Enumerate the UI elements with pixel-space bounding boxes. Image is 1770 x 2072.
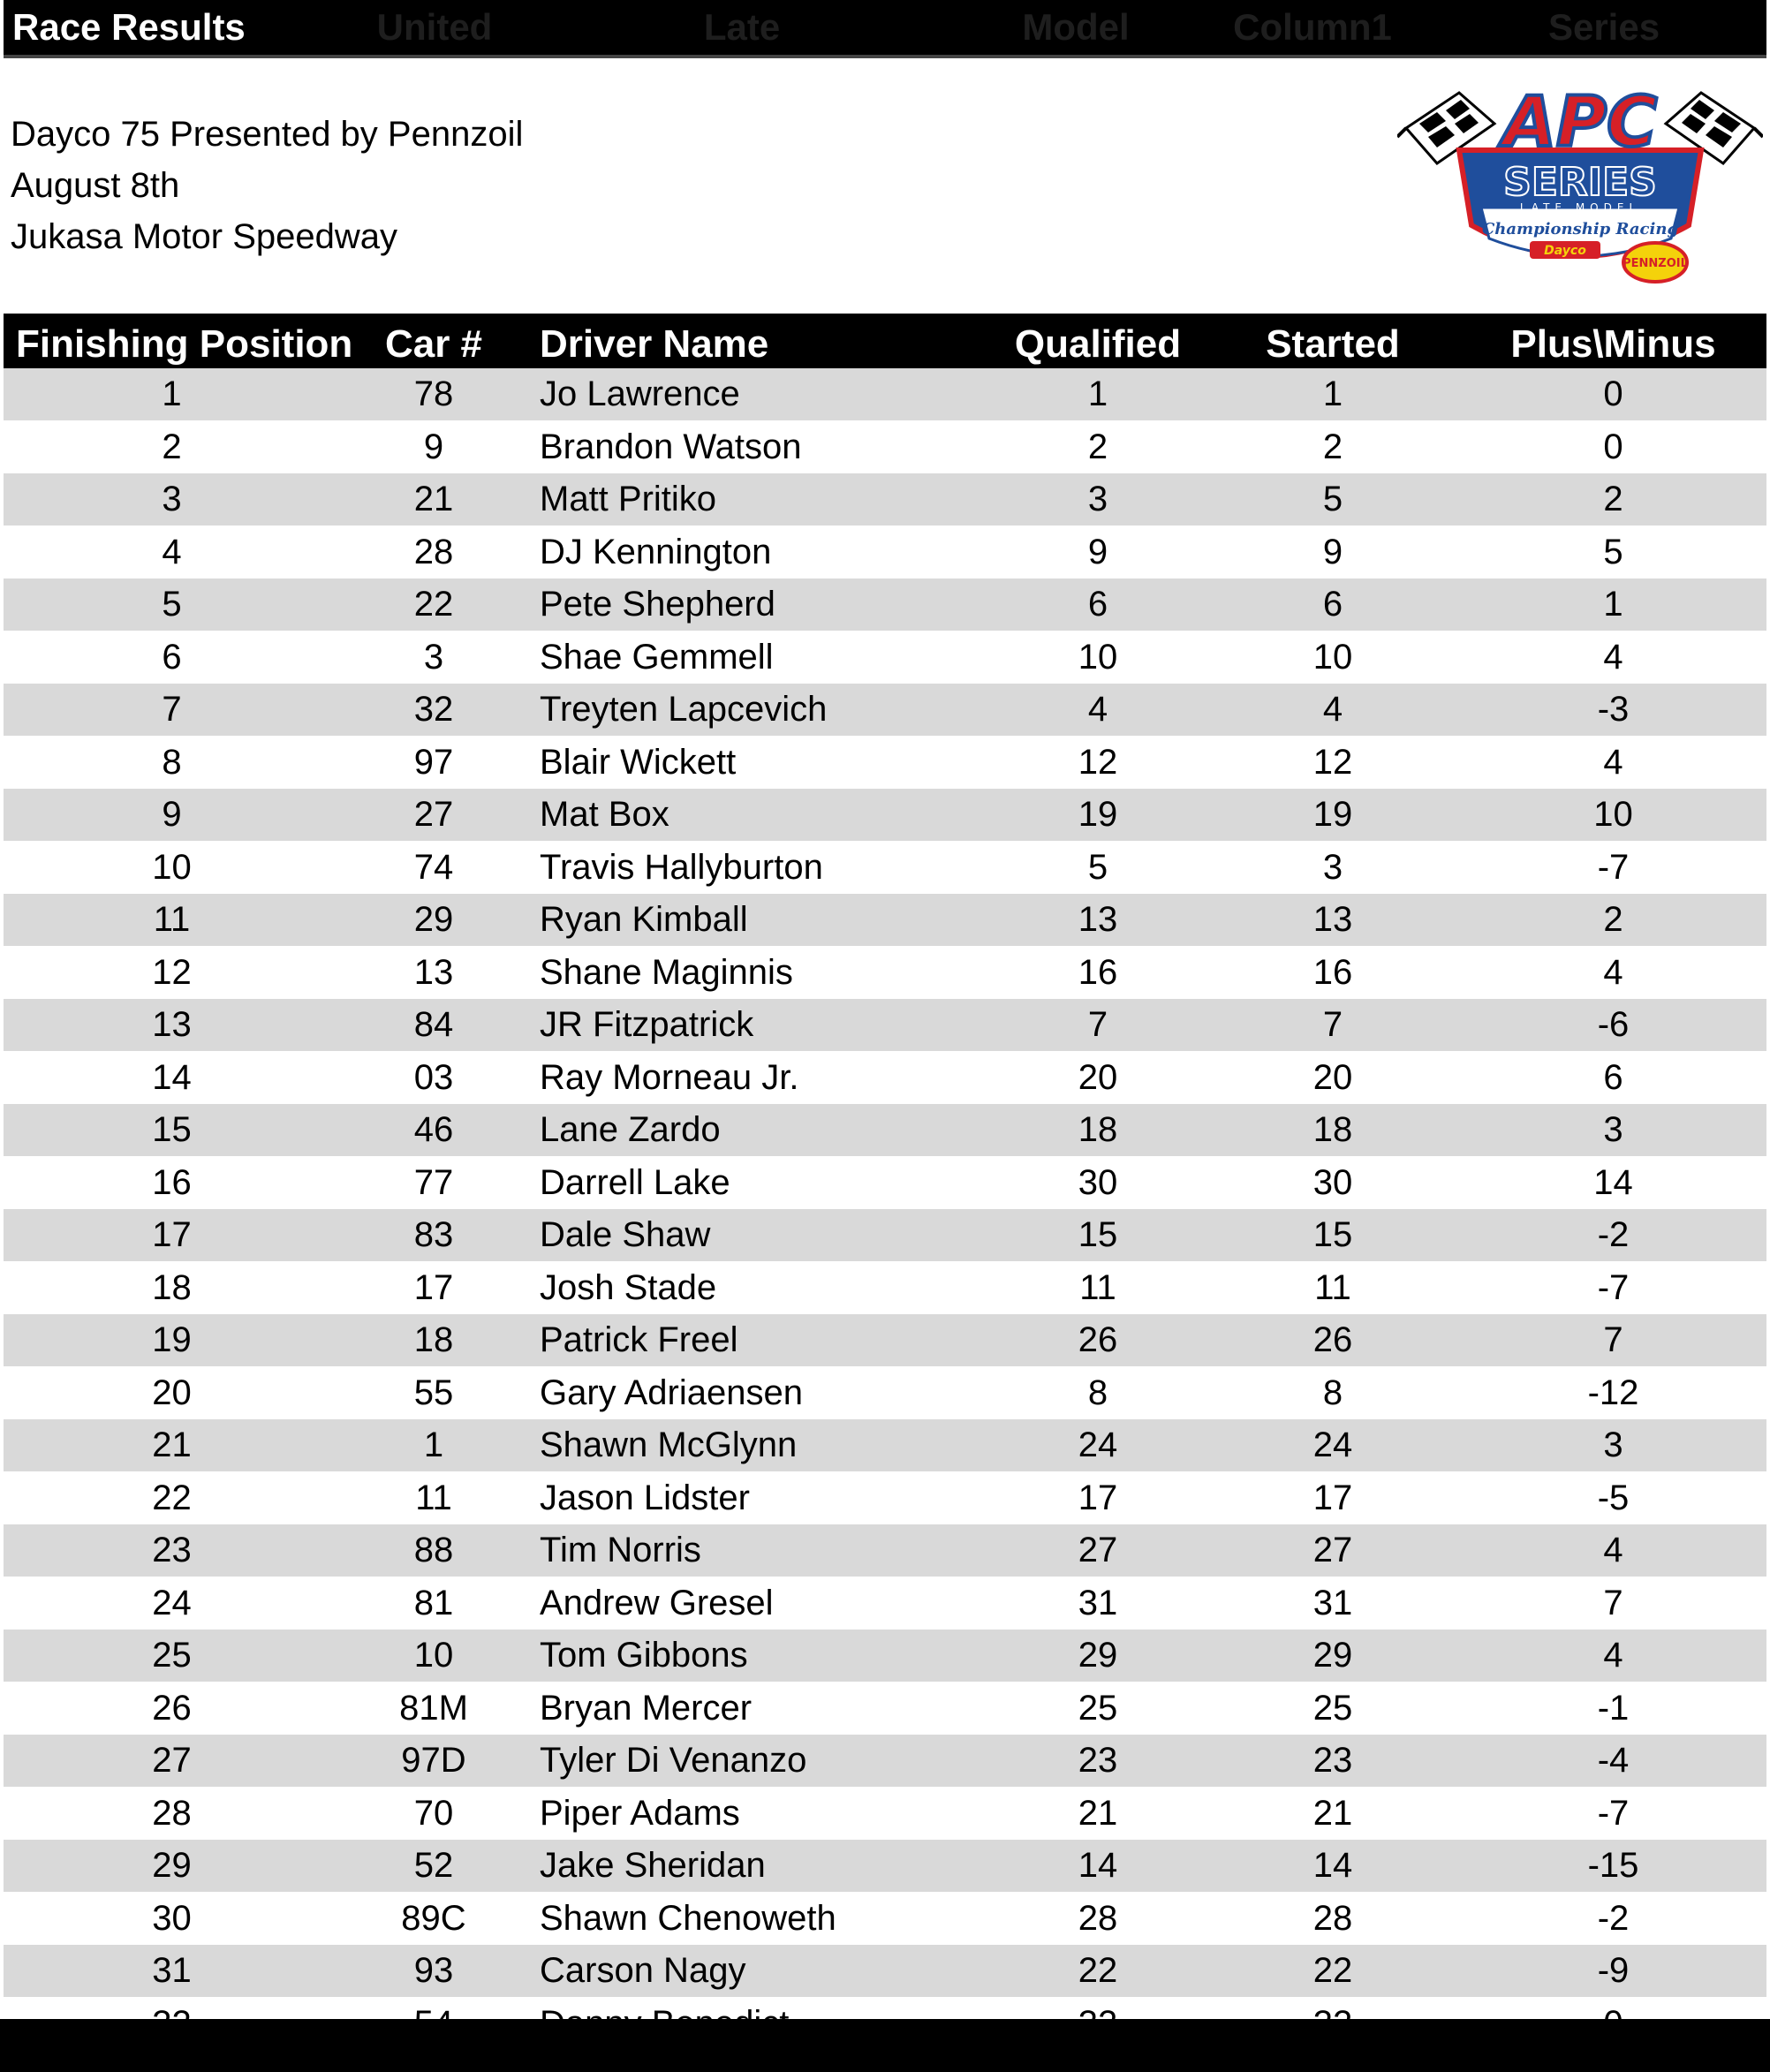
- started-cell: 21: [1206, 1787, 1460, 1840]
- table-row: [4, 368, 1766, 420]
- plus-minus-cell: -6: [1460, 999, 1766, 1052]
- finishing-position-cell: 5: [4, 578, 340, 631]
- header-driver-name[interactable]: Driver Name: [527, 314, 990, 368]
- qualified-cell: 27: [990, 1524, 1206, 1577]
- finishing-position-cell: 1: [4, 368, 340, 420]
- footer-bar: [0, 2019, 1770, 2072]
- qualified-cell: 24: [990, 1419, 1206, 1472]
- plus-minus-cell: -2: [1460, 1892, 1766, 1945]
- car-number-cell: 97D: [340, 1735, 527, 1788]
- apc-series-logo: [1397, 75, 1763, 296]
- car-number-cell: 17: [340, 1261, 527, 1314]
- qualified-cell: 17: [990, 1471, 1206, 1524]
- driver-name-cell: Ray Morneau Jr.: [527, 1051, 990, 1104]
- started-cell: 6: [1206, 578, 1460, 631]
- car-number-cell: 3: [340, 631, 527, 684]
- started-cell: 2: [1206, 420, 1460, 473]
- started-cell: 3: [1206, 841, 1460, 894]
- table-row: [4, 1892, 1766, 1945]
- logo-apc-text: APC: [1502, 83, 1658, 163]
- plus-minus-cell: -7: [1460, 1787, 1766, 1840]
- car-number-cell: 28: [340, 526, 527, 578]
- header-finishing-position[interactable]: Finishing Position: [4, 314, 340, 368]
- finishing-position-cell: 15: [4, 1104, 340, 1157]
- driver-name-cell: Shae Gemmell: [527, 631, 990, 684]
- plus-minus-cell: -1: [1460, 1682, 1766, 1735]
- qualified-cell: 11: [990, 1261, 1206, 1314]
- car-number-cell: 88: [340, 1524, 527, 1577]
- car-number-cell: 9: [340, 420, 527, 473]
- plus-minus-cell: 2: [1460, 473, 1766, 526]
- started-cell: 14: [1206, 1840, 1460, 1893]
- header-qualified[interactable]: Qualified: [990, 314, 1206, 368]
- car-number-cell: 77: [340, 1156, 527, 1209]
- ghost-header-series: Series: [1547, 6, 1660, 48]
- started-cell: 27: [1206, 1524, 1460, 1577]
- finishing-position-cell: 22: [4, 1471, 340, 1524]
- qualified-cell: 10: [990, 631, 1206, 684]
- plus-minus-cell: 1: [1460, 578, 1766, 631]
- started-cell: 25: [1206, 1682, 1460, 1735]
- car-number-cell: 74: [340, 841, 527, 894]
- qualified-cell: 19: [990, 789, 1206, 842]
- car-number-cell: 32: [340, 684, 527, 737]
- finishing-position-cell: 24: [4, 1577, 340, 1630]
- table-row: [4, 1577, 1766, 1630]
- car-number-cell: 46: [340, 1104, 527, 1157]
- driver-name-cell: Jason Lidster: [527, 1471, 990, 1524]
- started-cell: 24: [1206, 1419, 1460, 1472]
- finishing-position-cell: 26: [4, 1682, 340, 1735]
- finishing-position-cell: 17: [4, 1209, 340, 1262]
- qualified-cell: 16: [990, 946, 1206, 999]
- plus-minus-cell: 3: [1460, 1419, 1766, 1472]
- qualified-cell: 31: [990, 1577, 1206, 1630]
- table-row: [4, 1104, 1766, 1157]
- table-row: [4, 1209, 1766, 1262]
- qualified-cell: 20: [990, 1051, 1206, 1104]
- car-number-cell: 55: [340, 1366, 527, 1419]
- finishing-position-cell: 18: [4, 1261, 340, 1314]
- finishing-position-cell: 23: [4, 1524, 340, 1577]
- qualified-cell: 29: [990, 1630, 1206, 1683]
- driver-name-cell: Tom Gibbons: [527, 1630, 990, 1683]
- table-row: [4, 1682, 1766, 1735]
- driver-name-cell: Josh Stade: [527, 1261, 990, 1314]
- results-body: [4, 368, 1766, 2050]
- started-cell: 28: [1206, 1892, 1460, 1945]
- finishing-position-cell: 19: [4, 1314, 340, 1367]
- finishing-position-cell: 4: [4, 526, 340, 578]
- finishing-position-cell: 21: [4, 1419, 340, 1472]
- driver-name-cell: Lane Zardo: [527, 1104, 990, 1157]
- page-title: Race Results: [12, 6, 246, 48]
- car-number-cell: 83: [340, 1209, 527, 1262]
- table-row: [4, 1524, 1766, 1577]
- finishing-position-cell: 9: [4, 789, 340, 842]
- driver-name-cell: Jo Lawrence: [527, 368, 990, 420]
- qualified-cell: 15: [990, 1209, 1206, 1262]
- finishing-position-cell: 29: [4, 1840, 340, 1893]
- driver-name-cell: Ryan Kimball: [527, 894, 990, 947]
- results-table: [4, 314, 1766, 2050]
- driver-name-cell: Pete Shepherd: [527, 578, 990, 631]
- finishing-position-cell: 11: [4, 894, 340, 947]
- started-cell: 11: [1206, 1261, 1460, 1314]
- started-cell: 23: [1206, 1735, 1460, 1788]
- table-header-row: [4, 314, 1766, 368]
- finishing-position-cell: 8: [4, 736, 340, 789]
- finishing-position-cell: 28: [4, 1787, 340, 1840]
- logo-sponsor-pennzoil: PENNZOIL: [1622, 257, 1688, 270]
- table-row: [4, 1419, 1766, 1472]
- plus-minus-cell: -12: [1460, 1366, 1766, 1419]
- started-cell: 13: [1206, 894, 1460, 947]
- table-row: [4, 684, 1766, 737]
- qualified-cell: 18: [990, 1104, 1206, 1157]
- driver-name-cell: Shawn Chenoweth: [527, 1892, 990, 1945]
- table-row: [4, 999, 1766, 1052]
- table-row: [4, 1735, 1766, 1788]
- plus-minus-cell: -9: [1460, 1945, 1766, 1998]
- table-row: [4, 420, 1766, 473]
- qualified-cell: 7: [990, 999, 1206, 1052]
- ghost-header-united: United: [376, 6, 493, 48]
- started-cell: 19: [1206, 789, 1460, 842]
- qualified-cell: 14: [990, 1840, 1206, 1893]
- plus-minus-cell: -2: [1460, 1209, 1766, 1262]
- finishing-position-cell: 30: [4, 1892, 340, 1945]
- driver-name-cell: Andrew Gresel: [527, 1577, 990, 1630]
- event-date: August 8th: [11, 166, 180, 205]
- driver-name-cell: Mat Box: [527, 789, 990, 842]
- finishing-position-cell: 12: [4, 946, 340, 999]
- car-number-cell: 52: [340, 1840, 527, 1893]
- finishing-position-cell: 10: [4, 841, 340, 894]
- car-number-cell: 81: [340, 1577, 527, 1630]
- finishing-position-cell: 31: [4, 1945, 340, 1998]
- driver-name-cell: Darrell Lake: [527, 1156, 990, 1209]
- table-row: [4, 1314, 1766, 1367]
- plus-minus-cell: -4: [1460, 1735, 1766, 1788]
- finishing-position-cell: 20: [4, 1366, 340, 1419]
- qualified-cell: 25: [990, 1682, 1206, 1735]
- driver-name-cell: Gary Adriaensen: [527, 1366, 990, 1419]
- started-cell: 10: [1206, 631, 1460, 684]
- plus-minus-cell: -3: [1460, 684, 1766, 737]
- table-row: [4, 1051, 1766, 1104]
- event-name: Dayco 75 Presented by Pennzoil: [11, 115, 524, 154]
- qualified-cell: 2: [990, 420, 1206, 473]
- finishing-position-cell: 2: [4, 420, 340, 473]
- title-bar: [4, 0, 1766, 58]
- table-row: [4, 473, 1766, 526]
- plus-minus-cell: 10: [1460, 789, 1766, 842]
- qualified-cell: 5: [990, 841, 1206, 894]
- table-row: [4, 894, 1766, 947]
- table-row: [4, 1840, 1766, 1893]
- plus-minus-cell: 14: [1460, 1156, 1766, 1209]
- qualified-cell: 8: [990, 1366, 1206, 1419]
- car-number-cell: 22: [340, 578, 527, 631]
- started-cell: 16: [1206, 946, 1460, 999]
- car-number-cell: 03: [340, 1051, 527, 1104]
- car-number-cell: 21: [340, 473, 527, 526]
- driver-name-cell: Treyten Lapcevich: [527, 684, 990, 737]
- driver-name-cell: Tim Norris: [527, 1524, 990, 1577]
- logo-series-text: SERIES: [1503, 160, 1657, 205]
- finishing-position-cell: 13: [4, 999, 340, 1052]
- finishing-position-cell: 14: [4, 1051, 340, 1104]
- qualified-cell: 23: [990, 1735, 1206, 1788]
- driver-name-cell: Matt Pritiko: [527, 473, 990, 526]
- started-cell: 15: [1206, 1209, 1460, 1262]
- started-cell: 7: [1206, 999, 1460, 1052]
- car-number-cell: 70: [340, 1787, 527, 1840]
- table-row: [4, 1945, 1766, 1998]
- finishing-position-cell: 3: [4, 473, 340, 526]
- car-number-cell: 84: [340, 999, 527, 1052]
- qualified-cell: 3: [990, 473, 1206, 526]
- ghost-header-column1: Column1: [1233, 6, 1392, 48]
- event-info: [11, 109, 523, 262]
- car-number-cell: 13: [340, 946, 527, 999]
- header-plus-minus[interactable]: Plus\Minus: [1460, 314, 1766, 368]
- plus-minus-cell: -7: [1460, 1261, 1766, 1314]
- car-number-cell: 11: [340, 1471, 527, 1524]
- started-cell: 20: [1206, 1051, 1460, 1104]
- header-car-number[interactable]: Car #: [340, 314, 527, 368]
- started-cell: 18: [1206, 1104, 1460, 1157]
- car-number-cell: 29: [340, 894, 527, 947]
- car-number-cell: 93: [340, 1945, 527, 1998]
- finishing-position-cell: 27: [4, 1735, 340, 1788]
- finishing-position-cell: 7: [4, 684, 340, 737]
- car-number-cell: 89C: [340, 1892, 527, 1945]
- driver-name-cell: Brandon Watson: [527, 420, 990, 473]
- started-cell: 26: [1206, 1314, 1460, 1367]
- driver-name-cell: JR Fitzpatrick: [527, 999, 990, 1052]
- qualified-cell: 4: [990, 684, 1206, 737]
- driver-name-cell: Shawn McGlynn: [527, 1419, 990, 1472]
- plus-minus-cell: 3: [1460, 1104, 1766, 1157]
- table-row: [4, 841, 1766, 894]
- car-number-cell: 1: [340, 1419, 527, 1472]
- car-number-cell: 10: [340, 1630, 527, 1683]
- car-number-cell: 18: [340, 1314, 527, 1367]
- finishing-position-cell: 16: [4, 1156, 340, 1209]
- driver-name-cell: Dale Shaw: [527, 1209, 990, 1262]
- driver-name-cell: DJ Kennington: [527, 526, 990, 578]
- started-cell: 5: [1206, 473, 1460, 526]
- started-cell: 1: [1206, 368, 1460, 420]
- qualified-cell: 6: [990, 578, 1206, 631]
- started-cell: 17: [1206, 1471, 1460, 1524]
- ghost-header-late: Late: [703, 6, 781, 48]
- table-row: [4, 526, 1766, 578]
- plus-minus-cell: 2: [1460, 894, 1766, 947]
- qualified-cell: 21: [990, 1787, 1206, 1840]
- plus-minus-cell: 6: [1460, 1051, 1766, 1104]
- driver-name-cell: Tyler Di Venanzo: [527, 1735, 990, 1788]
- plus-minus-cell: -7: [1460, 841, 1766, 894]
- header-started[interactable]: Started: [1206, 314, 1460, 368]
- driver-name-cell: Piper Adams: [527, 1787, 990, 1840]
- started-cell: 31: [1206, 1577, 1460, 1630]
- finishing-position-cell: 25: [4, 1630, 340, 1683]
- plus-minus-cell: 4: [1460, 1630, 1766, 1683]
- plus-minus-cell: 7: [1460, 1577, 1766, 1630]
- started-cell: 8: [1206, 1366, 1460, 1419]
- qualified-cell: 26: [990, 1314, 1206, 1367]
- started-cell: 4: [1206, 684, 1460, 737]
- driver-name-cell: Bryan Mercer: [527, 1682, 990, 1735]
- table-row: [4, 631, 1766, 684]
- table-row: [4, 1366, 1766, 1419]
- driver-name-cell: Jake Sheridan: [527, 1840, 990, 1893]
- table-row: [4, 946, 1766, 999]
- plus-minus-cell: 4: [1460, 946, 1766, 999]
- plus-minus-cell: 4: [1460, 1524, 1766, 1577]
- logo-sponsor-dayco: Dayco: [1544, 244, 1586, 258]
- car-number-cell: 97: [340, 736, 527, 789]
- plus-minus-cell: -15: [1460, 1840, 1766, 1893]
- qualified-cell: 28: [990, 1892, 1206, 1945]
- table-row: [4, 1156, 1766, 1209]
- driver-name-cell: Blair Wickett: [527, 736, 990, 789]
- plus-minus-cell: 0: [1460, 420, 1766, 473]
- plus-minus-cell: 4: [1460, 631, 1766, 684]
- finishing-position-cell: 6: [4, 631, 340, 684]
- plus-minus-cell: -5: [1460, 1471, 1766, 1524]
- ghost-header-model: Model: [1022, 6, 1130, 48]
- driver-name-cell: Travis Hallyburton: [527, 841, 990, 894]
- logo-tagline: Championship Racing: [1481, 220, 1679, 238]
- table-row: [4, 1630, 1766, 1683]
- qualified-cell: 12: [990, 736, 1206, 789]
- qualified-cell: 22: [990, 1945, 1206, 1998]
- plus-minus-cell: 5: [1460, 526, 1766, 578]
- started-cell: 22: [1206, 1945, 1460, 1998]
- logo-subtext: LATE MODEL: [1519, 201, 1641, 214]
- table-row: [4, 1787, 1766, 1840]
- table-row: [4, 578, 1766, 631]
- started-cell: 30: [1206, 1156, 1460, 1209]
- qualified-cell: 9: [990, 526, 1206, 578]
- car-number-cell: 27: [340, 789, 527, 842]
- qualified-cell: 30: [990, 1156, 1206, 1209]
- qualified-cell: 1: [990, 368, 1206, 420]
- table-row: [4, 1261, 1766, 1314]
- plus-minus-cell: 7: [1460, 1314, 1766, 1367]
- qualified-cell: 13: [990, 894, 1206, 947]
- car-number-cell: 81M: [340, 1682, 527, 1735]
- started-cell: 12: [1206, 736, 1460, 789]
- table-row: [4, 1471, 1766, 1524]
- driver-name-cell: Carson Nagy: [527, 1945, 990, 1998]
- started-cell: 29: [1206, 1630, 1460, 1683]
- table-row: [4, 736, 1766, 789]
- plus-minus-cell: 0: [1460, 368, 1766, 420]
- driver-name-cell: Shane Maginnis: [527, 946, 990, 999]
- event-venue: Jukasa Motor Speedway: [11, 217, 398, 256]
- table-row: [4, 789, 1766, 842]
- started-cell: 9: [1206, 526, 1460, 578]
- plus-minus-cell: 4: [1460, 736, 1766, 789]
- driver-name-cell: Patrick Freel: [527, 1314, 990, 1367]
- car-number-cell: 78: [340, 368, 527, 420]
